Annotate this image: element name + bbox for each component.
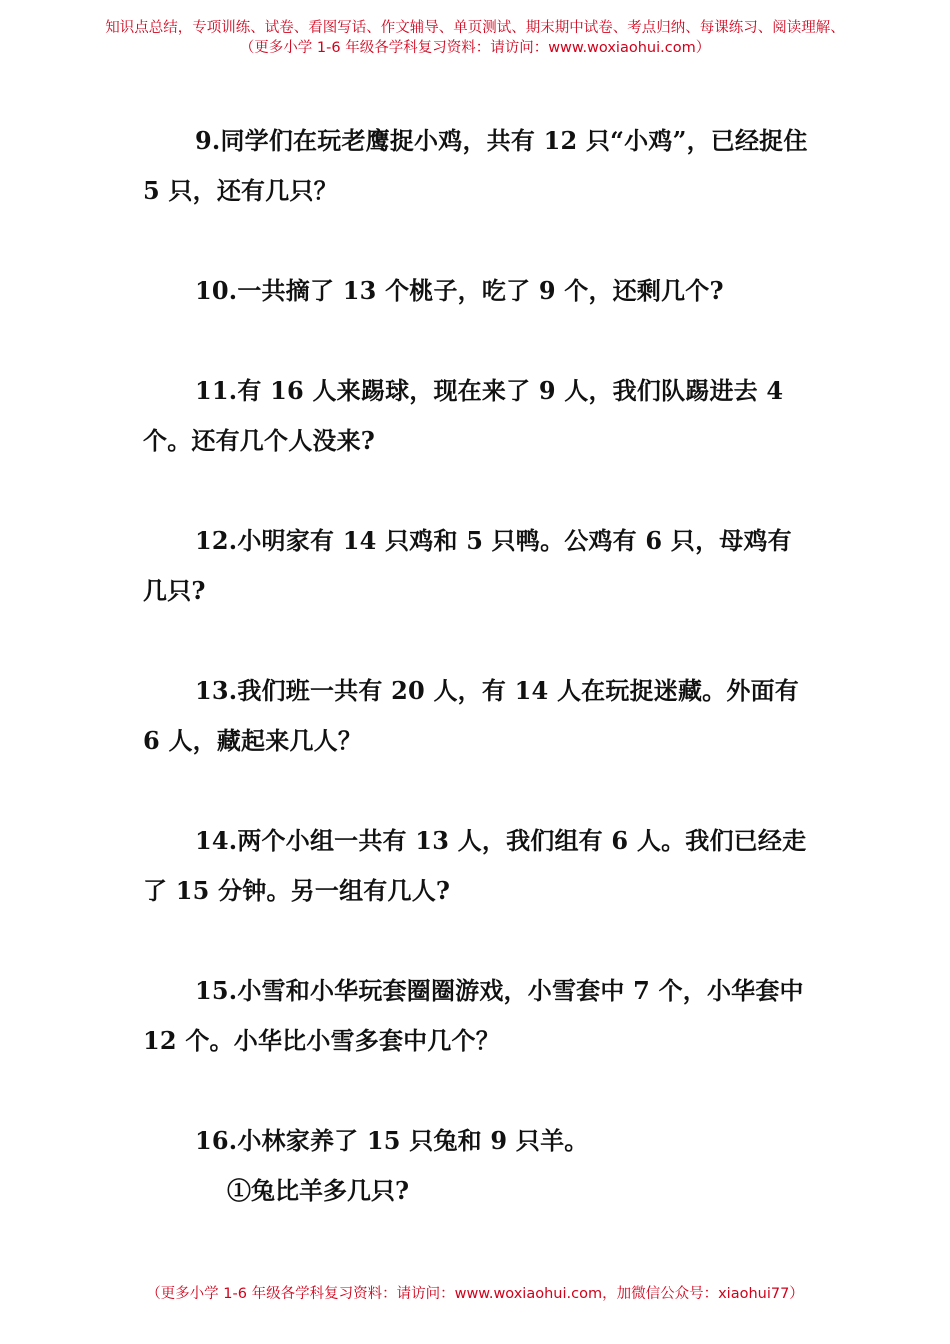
problem-13: 13.我们班一共有 20 人，有 14 人在玩捉迷藏。外面有 6 人，藏起来几人？ (143, 676, 799, 755)
problem-list (143, 116, 811, 1216)
problem-12: 12.小明家有 14 只鸡和 5 只鸭。公鸡有 6 只，母鸡有几只? (143, 526, 792, 605)
problem-16: 16.小林家养了 15 只兔和 9 只羊。 (195, 1126, 589, 1155)
header-line-1: 知识点总结，专项训练、试卷、看图写话、作文辅导、单页测试、期末期中试卷、考点归纳、每课练习、阅读理解、 (105, 20, 845, 36)
problem-14: 14.两个小组一共有 13 人，我们组有 6 人。我们已经走了 15 分钟。另一组有几人? (143, 826, 807, 905)
problem-15: 15.小雪和小华玩套圈圈游戏，小雪套中 7 个，小华套中 12 个。小华比小雪多套中几个？ (143, 976, 804, 1055)
page-header (0, 18, 950, 58)
header-line-2: （更多小学 1-6 年级各学科复习资料：请访问：www.woxiaohui.com） (239, 40, 711, 56)
problem-9: 9.同学们在玩老鹰捉小鸡，共有 12 只“小鸡”，已经捉住 5 只，还有几只？ (143, 126, 808, 205)
page-footer: （更多小学 1-6 年级各学科复习资料：请访问：www.woxiaohui.com，加微信公众号：xiaohui77） (146, 1286, 804, 1302)
problem-10: 10.一共摘了 13 个桃子，吃了 9 个，还剩几个? (195, 276, 724, 305)
problem-16-subquestion-1: ①兔比羊多几只? (227, 1176, 410, 1205)
problem-11: 11.有 16 人来踢球，现在来了 9 人，我们队踢进去 4 个。还有几个人没来? (143, 376, 784, 455)
